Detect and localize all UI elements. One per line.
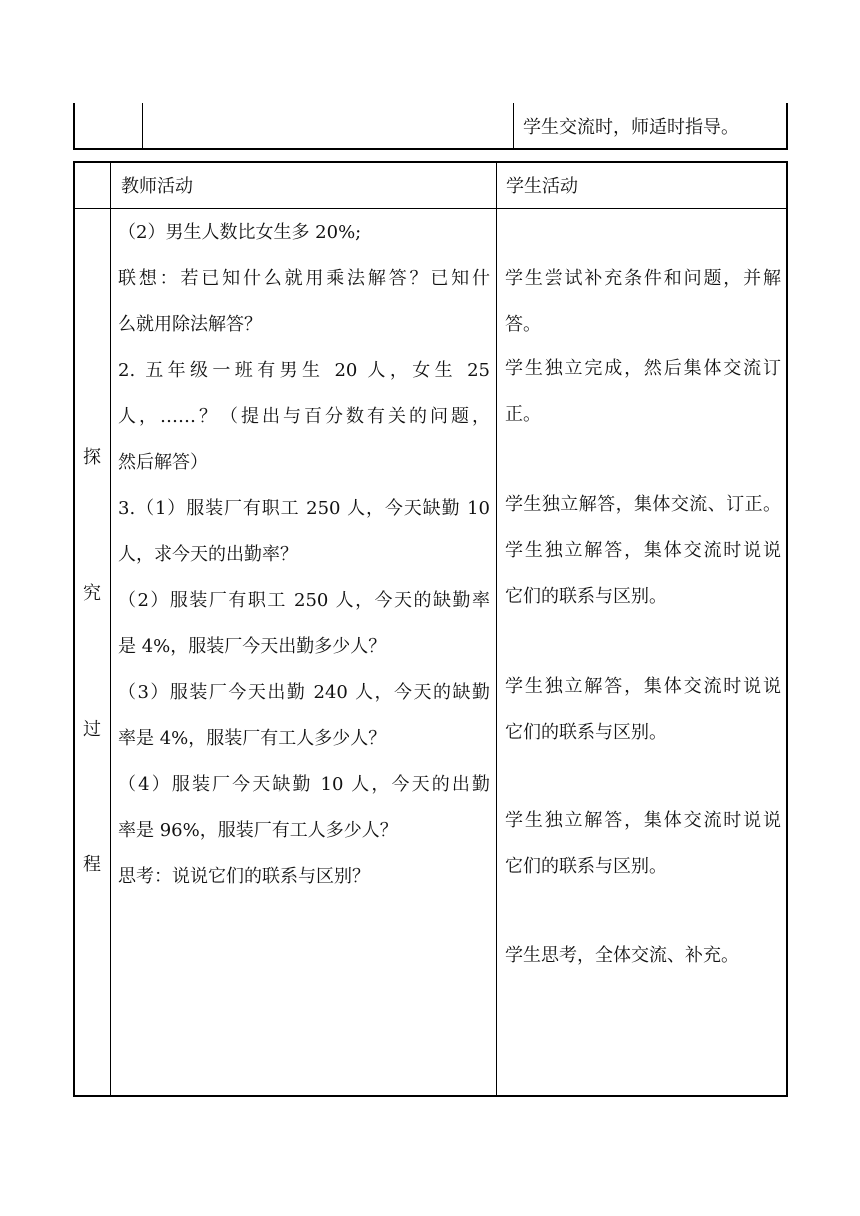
student-activity-header: 学生活动 [506,176,578,197]
student-line: 正。 [505,404,541,425]
main-table-bottom-border [73,1095,788,1097]
teacher-line: 人，……？（提出与百分数有关的问题， [118,406,490,427]
main-table-top-border [73,161,788,163]
teacher-line: 然后解答） [118,452,208,473]
student-block [505,493,781,539]
teacher-line: 联想：若已知什么就用乘法解答？已知什 [118,268,490,289]
top-table-right-border [786,103,788,150]
teacher-line: 3.（1）服装厂有职工 250 人，今天缺勤 10 [118,498,490,519]
teacher-line: （2）服装厂有职工 250 人，今天的缺勤率 [118,590,490,611]
top-table-bottom-border [73,148,788,150]
student-line: 学生尝试补充条件和问题，并解 [505,268,781,289]
main-table-right-border [786,161,788,1097]
main-table-divider-activity [496,161,497,1097]
teacher-line: 率是 96%，服装厂有工人多少人？ [118,820,398,841]
student-line: 学生独立解答，集体交流时说说 [505,810,781,831]
student-line: 它们的联系与区别。 [505,586,667,607]
teacher-line: 人，求今天的出勤率？ [118,544,298,565]
main-table-divider-label [110,161,111,1097]
main-table-left-border [73,161,75,1097]
student-line: 它们的联系与区别。 [505,856,667,877]
student-line: 学生独立解答，集体交流时说说 [505,676,781,697]
top-table-left-border [73,103,75,150]
student-block [505,539,781,631]
teacher-line: 思考：说说它们的联系与区别？ [118,866,370,887]
student-line: 学生独立完成，然后集体交流订 [505,358,781,379]
main-table-header-divider [73,208,788,209]
teacher-activity-content [118,221,490,911]
teacher-line: 率是 4%，服装厂有工人多少人？ [118,728,387,749]
teacher-line: 是 4%，服装厂今天出勤多少人？ [118,636,387,657]
student-block [505,809,781,901]
teacher-line: （3）服装厂今天出勤 240 人，今天的缺勤 [118,682,490,703]
section-label-char: 过 [83,719,101,740]
teacher-line: （4）服装厂今天缺勤 10 人，今天的出勤 [118,774,490,795]
student-block [505,357,781,449]
top-table-student-note: 学生交流时，师适时指导。 [523,117,739,138]
student-block [505,944,781,990]
student-block [505,267,781,359]
teacher-line: 么就用除法解答？ [118,314,262,335]
teacher-line: 2. 五年级一班有男生 20 人，女生 25 [118,360,490,381]
section-label-char: 探 [83,447,101,468]
top-table-divider-1 [142,103,143,150]
student-line: 它们的联系与区别。 [505,722,667,743]
student-line: 答。 [505,314,541,335]
student-line: 学生独立解答，集体交流时说说 [505,540,781,561]
teacher-line: （2）男生人数比女生多 20%; [118,222,362,243]
student-line: 学生独立解答，集体交流、订正。 [505,494,781,515]
top-table-divider-2 [513,103,514,150]
student-line: 学生思考，全体交流、补充。 [505,945,739,966]
section-label-char: 究 [83,583,101,604]
section-label-char: 程 [83,854,101,875]
teacher-activity-header: 教师活动 [121,176,193,197]
student-block [505,675,781,767]
